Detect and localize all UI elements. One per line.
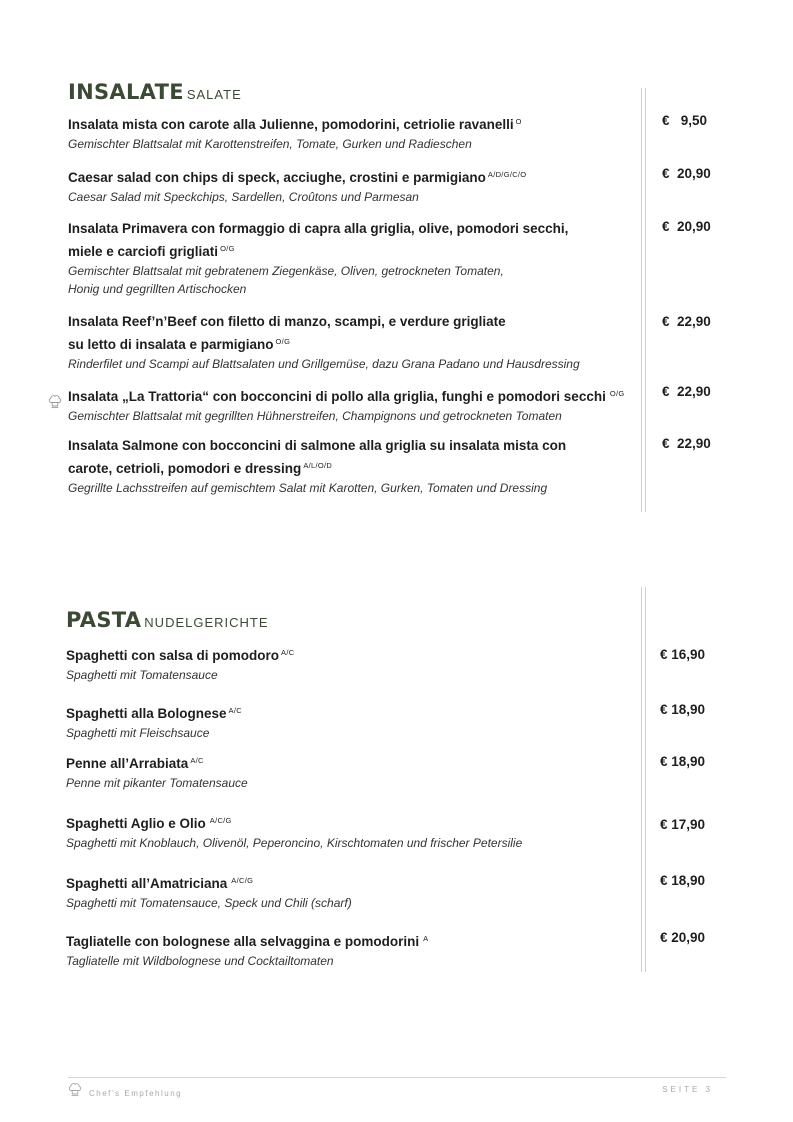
menu-item <box>66 643 626 684</box>
divider-line <box>645 587 646 972</box>
item-description: Rinderfilet und Scampi auf Blattsalaten und Grillgemüse, dazu Grana Padano und Hausdressing <box>68 357 580 371</box>
menu-item <box>66 701 626 742</box>
item-price: € 22,90 <box>662 384 711 399</box>
item-name: Insalata Reef’n’Beef con filetto di manzo, scampi, e verdure grigliate su letto di insalata e parmigiano $^{O/G}$ <box>68 314 506 352</box>
section-title-sub: SALATE <box>186 87 242 102</box>
item-name: Spaghetti Aglio e Olio $^{A/C/G}$ <box>66 816 232 831</box>
item-name: Tagliatelle con bolognese alla selvaggina e pomodorini $^A$ <box>66 934 429 949</box>
item-description: Tagliatelle mit Wildbolognese und Cocktailtomaten <box>66 954 334 968</box>
item-name: Spaghetti alla Bolognese $^{A/C}$ <box>66 706 242 721</box>
item-description: Spaghetti mit Tomatensauce <box>66 668 218 682</box>
section-title-main: PASTA <box>66 608 142 632</box>
item-name: Insalata Salmone con bocconcini di salmone alla griglia su insalata mista con carote, cetrioli, pomodori e dressing $^{A/L/O/D}$ <box>68 438 567 476</box>
item-price: € 20,90 <box>662 219 711 234</box>
allergen-codes: A/D/G/C/O <box>487 170 527 179</box>
item-name: Insalata „La Trattoria“ con bocconcini di pollo alla griglia, funghi e pomodori secchi $^{O/G}$ <box>68 389 625 404</box>
allergen-codes: A/C <box>190 756 204 765</box>
item-description: Gegrillte Lachsstreifen auf gemischtem Salat mit Karotten, Gurken, Tomaten und Dressing <box>68 481 548 495</box>
menu-item <box>66 751 626 792</box>
item-price: € 9,50 <box>662 113 708 128</box>
item-description: Spaghetti mit Tomatensauce, Speck und Chili (scharf) <box>66 896 352 910</box>
item-price: € 16,90 <box>660 647 706 662</box>
footer-divider <box>68 1077 726 1078</box>
item-description: Gemischter Blattsalat mit Karottenstreifen, Tomate, Gurken und Radieschen <box>68 137 472 151</box>
item-name: Spaghetti all’Amatriciana $^{A/C/G}$ <box>66 876 254 891</box>
item-description: Gemischter Blattsalat mit gebratenem Ziegenkäse, Oliven, getrockneten Tomaten, Honig und gegrillten Artischocken <box>68 264 504 296</box>
allergen-codes: O/G <box>220 244 235 253</box>
section-title-sub: NUDELGERICHTE <box>144 615 269 630</box>
item-price: € 20,90 <box>662 166 711 181</box>
allergen-codes: O/G <box>275 337 291 346</box>
page-number: SEITE 3 <box>662 1085 713 1094</box>
item-price: € 18,90 <box>660 702 706 717</box>
item-name: Insalata Primavera con formaggio di capra alla griglia, olive, pomodori secchi, miele e carciofi grigliati $^{O/G}$ <box>68 221 569 259</box>
item-description: Penne mit pikanter Tomatensauce <box>66 776 248 790</box>
allergen-codes: A/C/G <box>209 816 232 825</box>
item-name: Spaghetti con salsa di pomodoro $^{A/C}$ <box>66 648 295 663</box>
menu-item <box>66 811 626 852</box>
allergen-codes: A/C <box>228 706 242 715</box>
item-price: € 18,90 <box>660 873 706 888</box>
item-price: € 17,90 <box>660 817 706 832</box>
allergen-codes: A/C <box>281 648 295 657</box>
item-price: € 22,90 <box>662 436 711 451</box>
item-name: Caesar salad con chips di speck, acciughe, crostini e parmigiano $^{A/D/G/C/O}$ <box>68 170 527 185</box>
item-description: Gemischter Blattsalat mit gegrillten Hühnerstreifen, Champignons und getrockneten Tomaten <box>68 409 562 423</box>
section-title <box>66 608 269 632</box>
item-description: Caesar Salad mit Speckchips, Sardellen, Croûtons und Parmesan <box>68 190 419 204</box>
menu-item <box>66 871 626 912</box>
chef-recommendation-legend: Chef’s Empfehlung <box>89 1089 183 1098</box>
allergen-codes: O/G <box>609 389 625 398</box>
item-price: € 22,90 <box>662 314 711 329</box>
item-description: Spaghetti mit Knoblauch, Olivenöl, Peperoncino, Kirschtomaten und frischer Petersilie <box>66 836 523 850</box>
item-name: Insalata mista con carote alla Julienne, pomodorini, cetriolie ravanelli $^O$ <box>68 117 522 132</box>
item-name: Penne all’Arrabiata $^{A/C}$ <box>66 756 204 771</box>
allergen-codes: A/C/G <box>231 876 254 885</box>
divider-line <box>641 587 642 972</box>
item-price: € 18,90 <box>660 754 706 769</box>
allergen-codes: A <box>423 934 429 943</box>
allergen-codes: A/L/O/D <box>303 461 333 470</box>
item-price: € 20,90 <box>660 930 706 945</box>
item-description: Spaghetti mit Fleischsauce <box>66 726 210 740</box>
chef-hat-icon <box>68 1081 82 1097</box>
section-title-main: INSALATE <box>68 80 184 104</box>
menu-item <box>66 929 626 970</box>
allergen-codes: O <box>515 117 522 126</box>
